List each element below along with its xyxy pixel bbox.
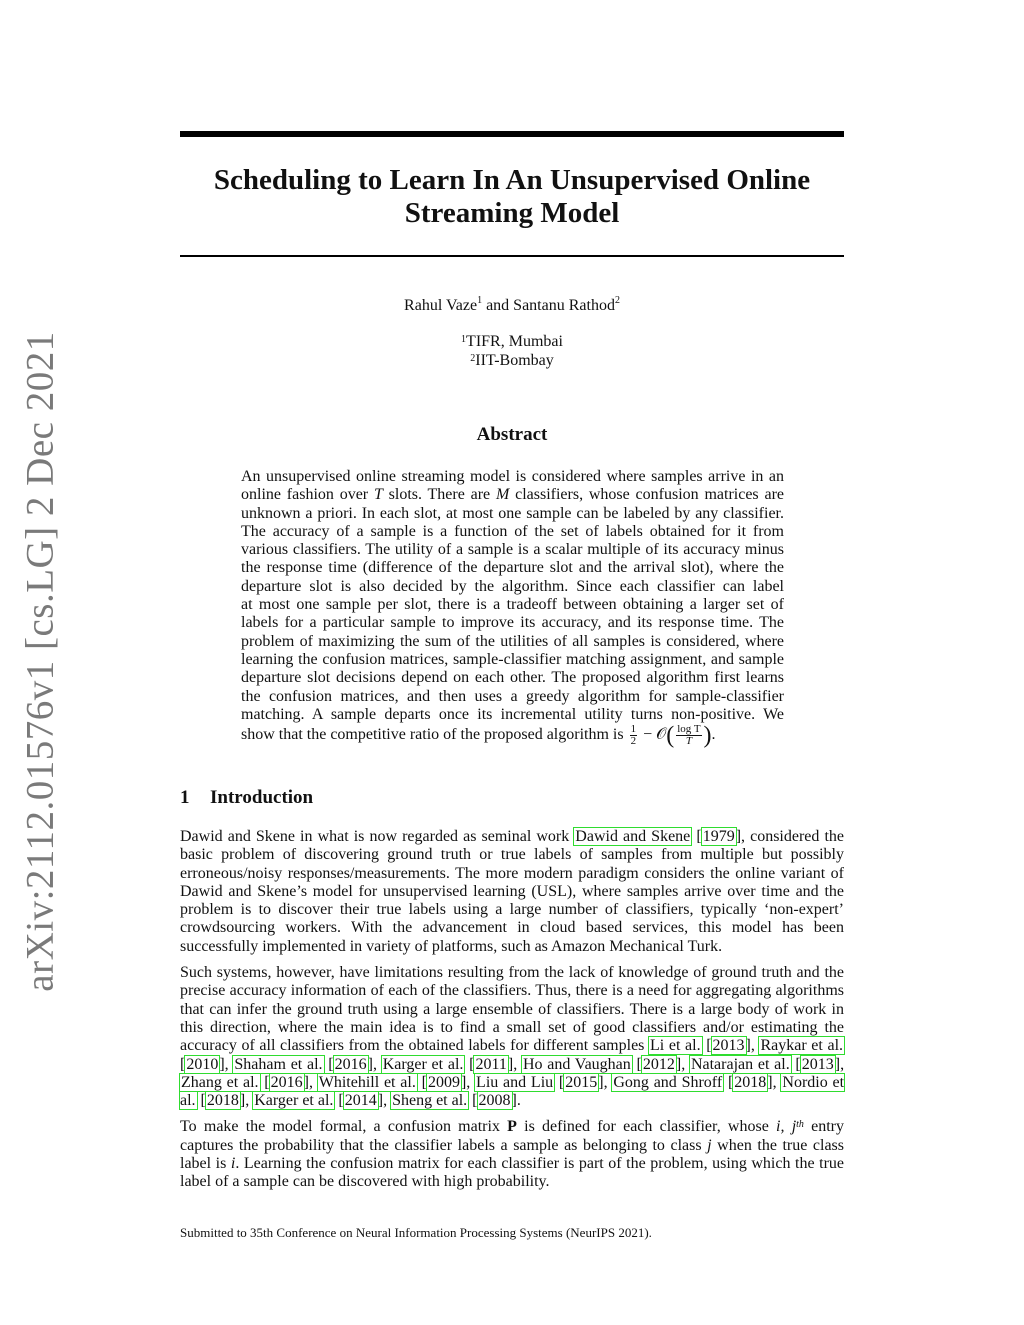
affiliation-1: [180, 332, 844, 351]
superscript-th: th: [796, 1119, 804, 1131]
citation-link[interactable]: Karger et al.: [254, 1092, 334, 1110]
author-1: Rahul Vaze: [404, 297, 478, 314]
right-paren: ): [703, 722, 712, 749]
citation-year-link[interactable]: 2014: [344, 1092, 377, 1110]
author-1-affil: 1: [477, 295, 483, 306]
abstract-line: matching. A sample departs once its incremental utility turns non-positive. We: [241, 705, 784, 723]
p3-text-2: is defined for each classifier, whose: [516, 1118, 777, 1136]
paragraph-3: [180, 1118, 844, 1191]
submission-footnote: Submitted to 35th Conference on Neural Information Processing Systems (NeurIPS 2021).: [180, 1225, 652, 1240]
label-i: i: [230, 1155, 236, 1173]
title-line-1: Scheduling to Learn In An Unsupervised Online: [213, 164, 811, 196]
abstract-lines: [241, 468, 784, 724]
author-conjunction: and: [482, 297, 514, 314]
p3-text-4: when the true class label is: [180, 1136, 844, 1173]
index-ij: i, j: [776, 1118, 797, 1136]
citation-year-link[interactable]: 2015: [565, 1073, 598, 1091]
citation-link[interactable]: Liu and Liu: [476, 1073, 554, 1091]
abstract-line: the confusion matrices, and then uses a greedy algorithm for sample-classifier: [241, 687, 784, 705]
citation-link[interactable]: Nordio et al.: [180, 1073, 845, 1110]
citation-year-link[interactable]: 2012: [642, 1055, 675, 1073]
title-top-rule: [180, 131, 844, 137]
author-2-affil: 2: [614, 295, 620, 306]
section-heading: [180, 787, 313, 809]
citation-year-link[interactable]: 2011: [475, 1055, 507, 1073]
citation-year-link[interactable]: 2016: [270, 1073, 303, 1091]
citation-link[interactable]: Sheng et al.: [392, 1092, 468, 1110]
arxiv-identifier: [10, 330, 70, 992]
one-half-fraction: [630, 724, 638, 747]
citation-link[interactable]: Li et al.: [650, 1037, 701, 1055]
p1-text-2: , considered the basic problem of discovering ground truth or true labels of samples from multiple but possibly erroneous/noisy responses/measurements. The more modern paradigm considers the online variant of Dawid and Skene’s model for unsupervised learning (USL), where samples arrive over time and the problem is to discover their true labels using a large number of classifiers, typically ‘non-expert’ crowdsourcing workers. With the advancement in cloud based services, this model has been successfully implemented in variety of platforms, such as Amazon Mechanical Turk.: [180, 828, 845, 955]
abstract-line: learning the confusion matrices, sample-classifier matching assignment, and sample: [241, 650, 784, 668]
citation-link[interactable]: Dawid and Skene: [575, 828, 691, 845]
citation-link[interactable]: Natarajan et al.: [690, 1055, 790, 1073]
citation-link[interactable]: Zhang et al.: [181, 1073, 259, 1091]
formula-period: .: [711, 726, 716, 744]
affiliation-2: [180, 351, 844, 370]
title-line-2: Streaming Model: [404, 197, 620, 229]
p2-end: .: [516, 1092, 521, 1110]
abstract-line: The accuracy of a sample is a function of the set of labels obtained for it from: [241, 522, 784, 540]
title-bottom-rule: [180, 255, 844, 257]
citation-year-link[interactable]: 2018: [734, 1073, 767, 1091]
p2-citation-list: Li et al. [2013], Raykar et al. [2010], Shaham et al. [2016], Karger et al. [2011], Ho and Vaughan [2012], Natarajan et al. [2013], Zhang et al. [2016], Whitehill et al. [2009], Liu and Liu [2015], Gong and Shroff [2018], Nordio et al. [2018], Karger et al. [2014], Sheng et al. [2008]: [180, 1037, 845, 1110]
abstract-line: departure slot is also decided by the algorithm. Since each classifier can label: [241, 577, 784, 595]
p1-text-1: Dawid and Skene in what is now regarded as seminal work: [180, 828, 575, 845]
p3-text-5: . Learning the confusion matrix for each classifier is part of the problem, using which the true label of a sample can be discovered with high probability.: [180, 1155, 845, 1191]
abstract-line: unknown a priori. In each slot, at most one sample can be labeled by any classifier.: [241, 504, 784, 522]
affiliations: [180, 332, 844, 370]
affiliation-2-name: IIT-Bombay: [475, 352, 554, 369]
minus-sign: −: [639, 726, 657, 744]
abstract-heading: Abstract: [476, 424, 548, 445]
citation-year-link[interactable]: 2018: [206, 1092, 239, 1110]
citation-year-link[interactable]: 2010: [186, 1055, 219, 1073]
abstract-line: online fashion over T slots. There are M classifiers, whose confusion matrices are: [241, 486, 784, 504]
paper-title: [180, 164, 844, 230]
abstract-line: An unsupervised online streaming model is considered where samples arrive in an: [241, 468, 784, 485]
citation-year-link[interactable]: 2013: [801, 1055, 834, 1073]
author-list: [180, 297, 844, 315]
introduction-body: [180, 828, 844, 1200]
abstract-last-line-text: show that the competitive ratio of the proposed algorithm is: [241, 726, 628, 744]
citation-year-link[interactable]: 1979: [702, 828, 735, 845]
citation-link[interactable]: Whitehill et al.: [318, 1073, 416, 1091]
author-2: Santanu Rathod: [513, 297, 615, 314]
arxiv-id-text: arXiv:2112.01576v1 [cs.LG] 2 Dec 2021: [18, 330, 62, 992]
log-denominator: T: [685, 735, 692, 748]
citation-link[interactable]: Gong and Shroff: [613, 1073, 723, 1091]
abstract-body: [241, 468, 784, 747]
big-o-symbol: 𝒪: [656, 726, 667, 744]
citation-link[interactable]: Ho and Vaughan: [522, 1055, 631, 1073]
matrix-symbol: P: [507, 1118, 517, 1136]
affiliation-2-mark: 2: [470, 353, 476, 364]
log-fraction: [676, 724, 701, 747]
p2-text: Such systems, however, have limitations resulting from the lack of knowledge of ground truth and the precise accuracy information of each of the classifiers. Thus, there is a need for aggregating algorithms that can infer the ground truth using a large ensemble of classifiers. There is a large body of work in this direction, where the main idea is to find a small set of good classifiers and/or estimating the accuracy of all classifiers from the obtained labels for different samples: [180, 964, 844, 1055]
citation-year-link[interactable]: 2016: [334, 1055, 367, 1073]
class-j: j: [707, 1136, 712, 1154]
p3-text-1: To make the model formal, a confusion matrix: [180, 1118, 508, 1136]
affiliation-1-mark: 1: [461, 334, 467, 345]
citation-link[interactable]: Shaham et al.: [234, 1055, 323, 1073]
section-number: 1: [180, 787, 190, 808]
citation-link[interactable]: Raykar et al.: [760, 1037, 844, 1055]
abstract-last-line: [241, 724, 784, 747]
half-denominator: 2: [630, 735, 637, 748]
citation-year-link[interactable]: 2013: [712, 1037, 745, 1055]
citation-year-link[interactable]: 2009: [427, 1073, 460, 1091]
affiliation-1-name: TIFR, Mumbai: [466, 333, 563, 350]
half-numerator: 1: [630, 723, 637, 736]
left-paren: (: [666, 722, 675, 749]
section-title: Introduction: [210, 787, 314, 808]
citation-link[interactable]: Karger et al.: [382, 1055, 464, 1073]
abstract-line: problem of maximizing the sum of the utilities of all samples is considered, where: [241, 632, 784, 650]
paragraph-2: [180, 964, 844, 1110]
abstract-line: the response time (difference of the departure slot and the arrival slot), where the: [241, 559, 784, 577]
abstract-line: labels for a particular sample to improve its accuracy, and its response time. The: [241, 614, 784, 632]
p3-text-3: entry captures the probability that the classifier labels a sample as belonging to class: [180, 1118, 845, 1154]
abstract-line: various classifiers. The utility of a sample is a scalar multiple of its accuracy minus: [241, 541, 784, 559]
abstract-line: at most one sample per slot, there is a tradeoff between obtaining a larger set of: [241, 596, 784, 614]
abstract-line: departure slot decisions depend on each other. The proposed algorithm first learns: [241, 669, 784, 687]
log-numerator: log T: [677, 723, 701, 736]
paragraph-1: Dawid and Skene in what is now regarded as seminal work Dawid and Skene [1979], considered the basic problem of discovering ground truth or true labels of samples from multiple but possibly erroneous/noisy responses/measurements. The more modern paradigm considers the online variant of Dawid and Skene’s model for unsupervised learning (USL), where samples arrive over time and the problem is to discover their true labels using a large number of classifiers, typically ‘non-expert’ crowdsourcing workers. With the advancement in cloud based services, this model has been successfully implemented in variety of platforms, such as Amazon Mechanical Turk.: [180, 828, 845, 955]
citation-year-link[interactable]: 2008: [478, 1092, 511, 1110]
